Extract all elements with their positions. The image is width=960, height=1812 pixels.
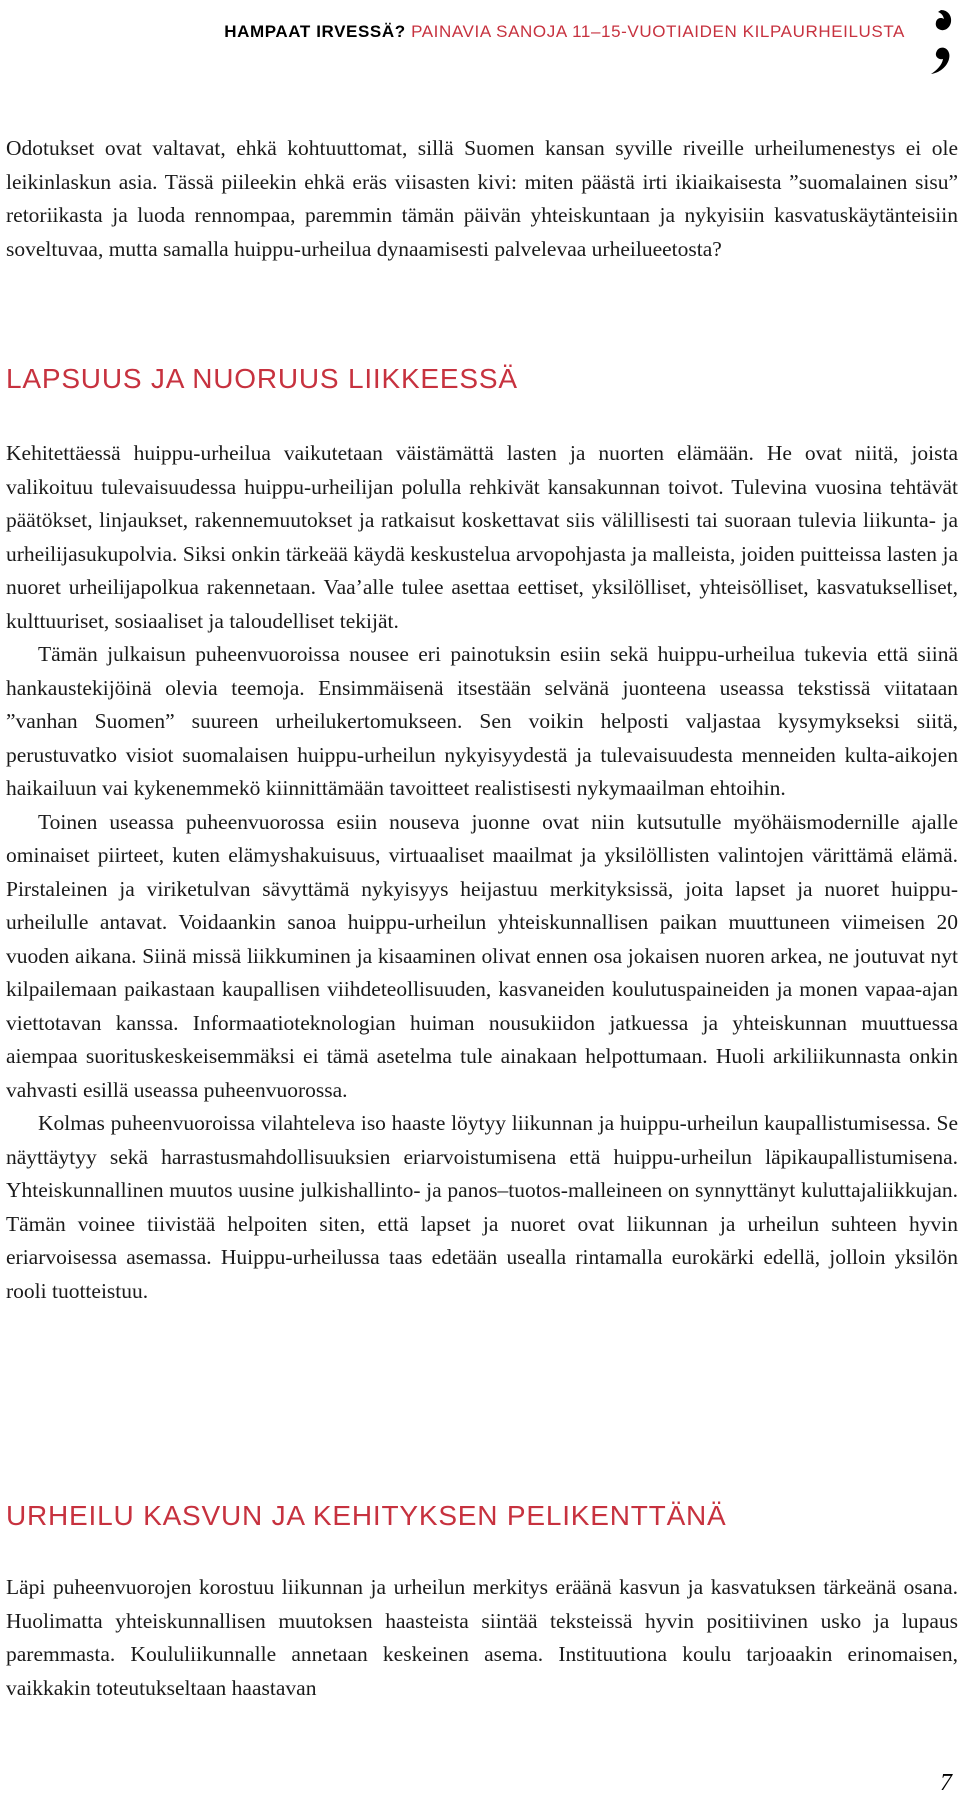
- paragraph: Kolmas puheenvuoroissa vilahteleva iso haaste löytyy liikunnan ja huippu-urheilun kaupallistumisessa. Se näyttäytyy sekä harrastusmahdollisuuksien eriarvoistumisena että huippu-urheilun läpikaupallistumisena. Yhteiskunnallinen muutos uusine julkishallinto- ja panos–tuotos-malleineen on synnyttänyt kuluttajaliikkujan. Tämän voinee tiivistää helpoiten siten, että lapset ja nuoret ovat liikunnan ja urheilun suhteen hyvin eriarvoisessa asemassa. Huippu-urheilussa taas edetään usealla rintamalla eurokärki edellä, jolloin yksilön rooli tuotteistuu.: [6, 1111, 958, 1303]
- publication-subtitle: PAINAVIA SANOJA 11–15-VUOTIAIDEN KILPAURHEILUSTA: [411, 22, 905, 41]
- paragraph: Läpi puheenvuorojen korostuu liikunnan ja urheilun merkitys eräänä kasvun ja kasvatuksen tärkeänä osana. Huolimatta yhteiskunnallisen muutoksen haasteista siintää teksteissä hyvin positiivinen usko ja lupaus paremmasta. Koululiikunnalle annetaan keskeinen asema. Instituutiona koulu tarjoaakin erinomaisen, vaikkakin toteutukseltaan haastavan: [6, 1575, 958, 1700]
- intro-text: Odotukset ovat valtavat, ehkä kohtuuttomat, sillä Suomen kansan syville riveille urheilumenestys ei ole leikinlaskun asia. Tässä piileekin ehkä eräs viisasten kivi: miten päästä irti ikiaikaisesta ”suomalainen sisu” retoriikasta ja luoda rennompaa, paremmin tämän päivän yhteiskuntaan ja nykyisiin kasvatuskäytänteisiin soveltuvaa, mutta samalla huippu-urheilua dynaamisesti palvelevaa urheilueetosta?: [6, 136, 958, 261]
- paragraph: Kehitettäessä huippu-urheilua vaikutetaan väistämättä lasten ja nuorten elämään. He ovat niitä, joista valikoituu tulevaisuudessa huippu-urheilijan polulla rehkivät kansakunnan toivot. Tulevina vuosina tehtävät päätökset, linjaukset, rakennemuutokset ja ratkaisut koskettavat siis välillisesti tai suoraan tulevia liikunta- ja urheilijasukupolvia. Siksi onkin tärkeää käydä keskustelua arvopohjasta ja malleista, joiden puitteissa lasten ja nuoret urheilijapolkua rakennetaan. Vaa’alle tulee asettaa eettiset, yksilölliset, yhteisölliset, kasvatukselliset, kulttuuriset, sosiaaliset ja taloudelliset tekijät.: [6, 441, 958, 633]
- section-body-childhood: [6, 437, 958, 1308]
- intro-paragraph: [6, 132, 958, 266]
- paragraph: Tämän julkaisun puheenvuoroissa nousee eri painotuksin esiin sekä huippu-urheilua tukevia että siinä hankaustekijöinä olevia teemoja. Ensimmäisenä itsestään selvänä juonteena useassa tekstissä viitataan ”vanhan Suomen” suureen urheilukertomukseen. Sen voikin helposti valjastaa kysymykseksi siitä, perustuvatko visiot suomalaisen huippu-urheilun nykyisyydestä ja tulevaisuudesta menneiden kulta-aikojen haikailuun vai kykenemmekö kiinnittämään tavoitteet realistisesti nykymaailman ehtoihin.: [6, 642, 958, 800]
- section-heading-childhood: LAPSUUS JA NUORUUS LIIKKEESSÄ: [6, 363, 518, 394]
- paragraph: Toinen useassa puheenvuorossa esiin nouseva juonne ovat niin kutsutulle myöhäismodernille ajalle ominaiset piirteet, kuten elämyshakuisuus, virtuaaliset maailmat ja yksilöllisten valintojen värittämä elämä. Pirstaleinen ja viriketulvan sävyttämä nykyisyys heijastuu merkityksissä, joita lapset ja nuoret huippu-urheilulle antavat. Voidaankin sanoa huippu-urheilun yhteiskunnallisen paikan muuttuneen viimeisen 20 vuoden aikana. Siinä missä liikkuminen ja kisaaminen olivat ennen osa jokaisen nuoren arkea, ne joutuvat nyt kilpailemaan paikastaan kaupallisen viihdeteollisuuden, kasvaneiden koulutuspaineiden ja monen vapaa-ajan viettotavan kanssa. Informaatioteknologian huiman nousukiidon jatkuessa ja yhteiskunnan muuttuessa aiempaa suorituskeskeisemmäksi ei tämä asetelma tule ainakaan helpottumaan. Huoli arkiliikunnasta onkin vahvasti esillä useassa puheenvuorossa.: [6, 809, 958, 1102]
- publication-title: HAMPAAT IRVESSÄ?: [224, 22, 406, 41]
- section-heading-growth: URHEILU KASVUN JA KEHITYKSEN PELIKENTTÄNÄ: [6, 1500, 727, 1531]
- page-number: 7: [940, 1770, 952, 1796]
- section-body-growth: [6, 1571, 958, 1705]
- running-header: [0, 22, 905, 42]
- quote-mark-icon: [928, 8, 954, 76]
